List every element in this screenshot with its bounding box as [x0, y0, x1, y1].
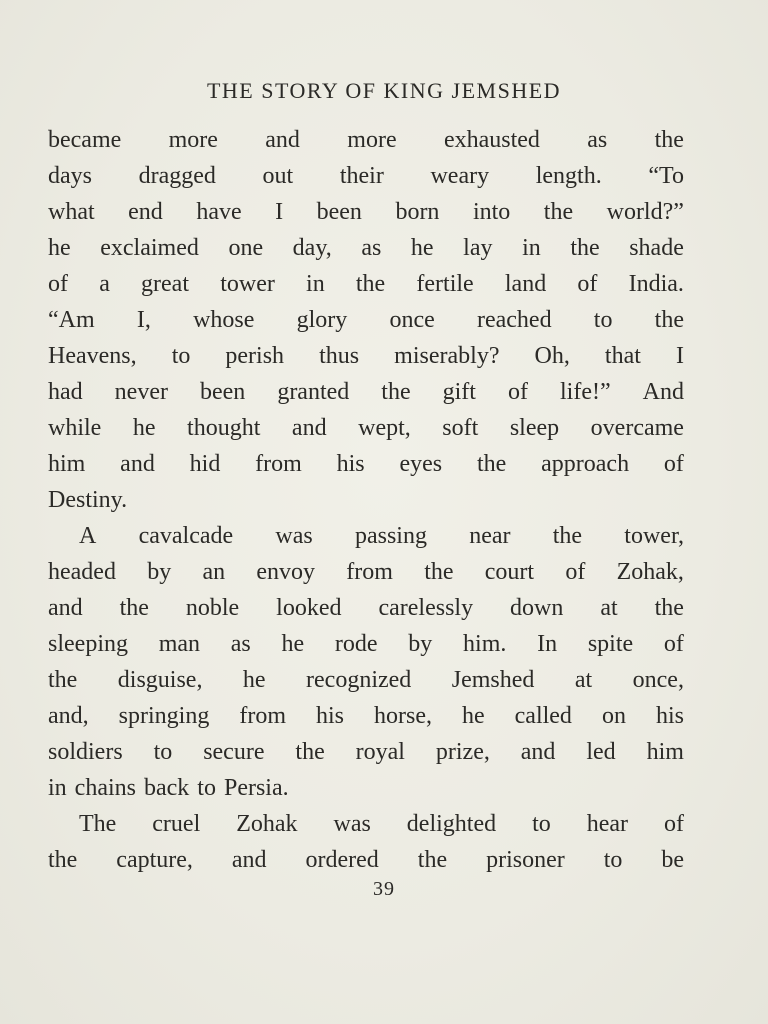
text-line: Heavens, to perish thus miserably? Oh, that I	[48, 343, 684, 369]
page-number: 39	[373, 878, 395, 900]
text-line: headed by an envoy from the court of Zohak,	[48, 559, 684, 585]
body-text	[48, 122, 684, 878]
text-line: became more and more exhausted as the	[48, 127, 684, 153]
text-line: The cruel Zohak was delighted to hear of	[79, 811, 684, 837]
text-line: him and hid from his eyes the approach of	[48, 451, 684, 477]
text-line: and the noble looked carelessly down at the	[48, 595, 684, 621]
text-line: the disguise, he recognized Jemshed at once,	[48, 667, 684, 693]
text-line: “Am I, whose glory once reached to the	[48, 307, 684, 333]
text-line: Destiny.	[48, 487, 128, 513]
text-line: what end have I been born into the world?”	[48, 199, 684, 225]
text-line: had never been granted the gift of life!” And	[48, 379, 684, 405]
text-line: in chains back to Persia.	[48, 775, 289, 801]
text-line: while he thought and wept, soft sleep overcame	[48, 415, 684, 441]
text-line: days dragged out their weary length. “To	[48, 163, 684, 189]
text-line: A cavalcade was passing near the tower,	[79, 523, 684, 549]
text-line: soldiers to secure the royal prize, and led him	[48, 739, 684, 765]
text-line: the capture, and ordered the prisoner to be	[48, 847, 684, 873]
running-head: THE STORY OF KING JEMSHED	[206, 78, 562, 103]
text-line: sleeping man as he rode by him. In spite of	[48, 631, 684, 657]
text-line: he exclaimed one day, as he lay in the shade	[48, 235, 684, 261]
text-line: of a great tower in the fertile land of India.	[48, 271, 684, 297]
text-line: and, springing from his horse, he called on his	[48, 703, 684, 729]
